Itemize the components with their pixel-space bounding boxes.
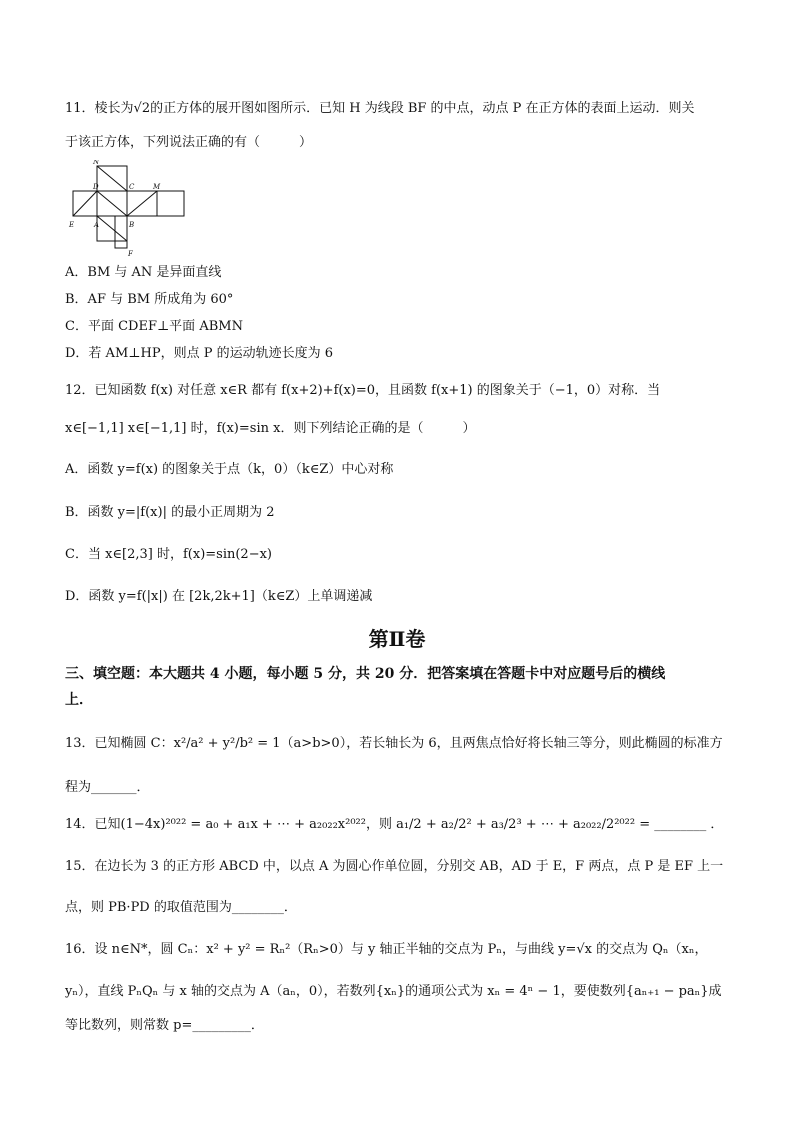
q11-option-d: D．若 AM⊥HP，则点 P 的运动轨迹长度为 6 (65, 346, 333, 361)
q16-stem-line2: yₙ），直线 PₙQₙ 与 x 轴的交点为 A（aₙ，0），若数列{xₙ}的通项公式为 xₙ = 4ⁿ − 1，要使数列{aₙ₊₁ − paₙ}成 (65, 984, 722, 999)
q11-option-c: C．平面 CDEF⊥平面 ABMN (65, 319, 243, 334)
q11-stem-line1: 11．棱长为√2的正方体的展开图如图所示．已知 H 为线段 BF 的中点，动点 P 在正方体的表面上运动．则关 (65, 101, 695, 116)
q12-option-b: B．函数 y=|f(x)| 的最小正周期为 2 (65, 505, 275, 520)
q12-option-a: A．函数 y=f(x) 的图象关于点（k，0）（k∈Z）中心对称 (65, 462, 394, 477)
section-heading-line1: 三、填空题：本大题共 4 小题，每小题 5 分，共 20 分．把答案填在答题卡中对应题号后的横线 (65, 666, 666, 682)
q14-stem: 14．已知(1−4x)²⁰²² = a₀ + a₁x + ⋯ + a₂₀₂₂x²⁰²²，则 a₁/2 + a₂/2² + a₃/2³ + ⋯ + a₂₀₂₂/2²⁰²² = ________ ． (65, 817, 724, 832)
label-E: E (69, 221, 75, 229)
label-N: N (93, 160, 100, 166)
q11-option-a: A．BM 与 AN 是异面直线 (65, 265, 222, 280)
label-B: B (129, 221, 135, 229)
q12-option-c: C．当 x∈[2,3] 时，f(x)=sin(2−x) (65, 547, 273, 562)
section-heading-line2: 上． (65, 692, 93, 708)
q11-option-b: B．AF 与 BM 所成角为 60° (65, 292, 234, 307)
q15-stem-line2: 点，则 PB·PD 的取值范围为________． (65, 900, 297, 915)
q11-stem-line2: 于该正方体，下列说法正确的有（ ） (65, 135, 313, 150)
q13-stem-line2: 程为_______． (65, 780, 150, 795)
label-D: D (93, 183, 99, 191)
q12-option-d: D．函数 y=f(|x|) 在 [2k,2k+1]（k∈Z）上单调递减 (65, 589, 373, 604)
q13-stem-line1: 13．已知椭圆 C：x²/a² + y²/b² = 1（a>b>0），若长轴长为 6，且两焦点恰好将长轴三等分，则此椭圆的标准方 (65, 736, 723, 751)
label-A: A (94, 221, 100, 229)
q12-stem-line2: x∈[−1,1] x∈[−1,1] 时，f(x)=sin x．则下列结论正确的是（ ） (65, 421, 476, 436)
label-F: F (128, 250, 133, 258)
q15-stem-line1: 15．在边长为 3 的正方形 ABCD 中，以点 A 为圆心作单位圆，分别交 AB，AD 于 E，F 两点，点 P 是 EF 上一 (65, 859, 724, 874)
section-title: 第Ⅱ卷 (368, 627, 426, 651)
label-C: C (129, 183, 135, 191)
q16-stem-line3: 等比数列，则常数 p=_________． (65, 1018, 264, 1033)
cube-net-figure (60, 160, 200, 260)
cube-net-diagram (60, 160, 200, 260)
q16-stem-line1: 16．设 n∈N*，圆 Cₙ：x² + y² = Rₙ²（Rₙ>0）与 y 轴正半轴的交点为 Pₙ，与曲线 y=√x 的交点为 Qₙ（xₙ， (65, 942, 708, 957)
q12-stem-line1: 12．已知函数 f(x) 对任意 x∈R 都有 f(x+2)+f(x)=0，且函数 f(x+1) 的图象关于（−1，0）对称．当 (65, 383, 661, 398)
label-M: M (153, 183, 161, 191)
